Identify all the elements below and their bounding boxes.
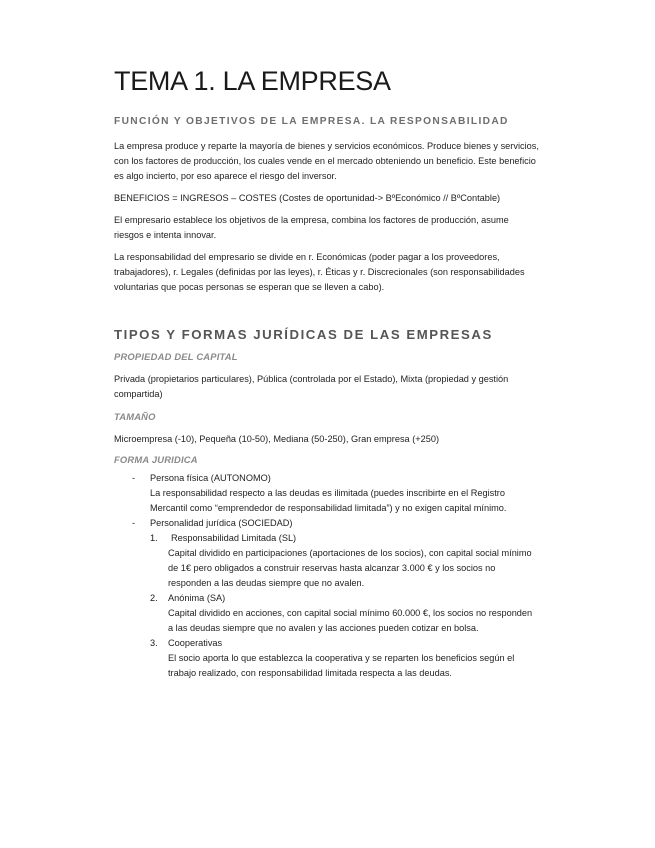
forma-juridica-list <box>114 471 544 681</box>
paragraph-beneficios: BENEFICIOS = INGRESOS – COSTES (Costes de oportunidad-> BºEconómico // BºContable) <box>114 193 501 203</box>
subitem-text-sl: Capital dividido en participaciones (aportaciones de los socios), con capital social mínimo de 1€ pero obligados a construir reservas hasta alcanzar 3.000 € y los socios no responden a las deudas siempre que no avalen. <box>168 548 532 588</box>
list-item-personalidad-juridica <box>114 516 544 681</box>
item-label-personalidad-juridica: Personalidad jurídica (SOCIEDAD) <box>150 518 293 528</box>
item-number: 2. <box>150 593 158 603</box>
paragraph-empresario: El empresario establece los objetivos de la empresa, combina los factores de producción, asume riesgos e intenta innovar. <box>114 215 509 240</box>
list-dash: - <box>132 518 136 528</box>
paragraph-propiedad: Privada (propietarios particulares), Pública (controlada por el Estado), Mixta (propiedad y gestión compartida) <box>114 374 509 399</box>
item-label-persona-fisica: Persona física (AUTONOMO) <box>150 473 271 483</box>
paragraph-empresa: La empresa produce y reparte la mayoría de bienes y servicios económicos. Produce bienes y servicios, con los factores de producción, los cuales vende en el mercado obteniendo un beneficio. Este beneficio es algo incierto, por eso aparece el riesgo del inversor. <box>114 141 539 181</box>
document-content <box>114 64 544 681</box>
list-item-persona-fisica <box>114 471 544 516</box>
paragraph-responsabilidad: La responsabilidad del empresario se divide en r. Económicas (poder pagar a los proveedores, trabajadores), r. Legales (definidas por las leyes), r. Éticas y r. Discrecionales (son responsabilidades voluntarias que pocas personas se esperan que se lleven a cabo). <box>114 252 525 292</box>
subitem-label-cooperativas: Cooperativas <box>168 638 223 648</box>
document-title: TEMA 1. LA EMPRESA <box>114 66 391 96</box>
subheading-propiedad: PROPIEDAD DEL CAPITAL <box>114 351 238 362</box>
list-dash: - <box>132 473 136 483</box>
item-number: 1. <box>150 533 158 543</box>
subitem-text-cooperativas: El socio aporta lo que establezca la cooperativa y se reparten los beneficios según el trabajo realizado, con responsabilidad limitada respecta a las deudas. <box>168 653 515 678</box>
sociedad-types-list <box>150 531 544 681</box>
subitem-label-sl: Responsabilidad Limitada (SL) <box>171 533 297 543</box>
subitem-sa <box>150 591 544 636</box>
subitem-cooperativas <box>150 636 544 681</box>
section-heading-funcion: FUNCIÓN Y OBJETIVOS DE LA EMPRESA. LA RESPONSABILIDAD <box>114 116 509 127</box>
paragraph-tamano: Microempresa (-10), Pequeña (10-50), Mediana (50-250), Gran empresa (+250) <box>114 434 440 444</box>
item-text-persona-fisica: La responsabilidad respecto a las deudas es ilimitada (puedes inscribirte en el Registro Mercantil como “emprendedor de responsabilidad limitada”) y no exigen capital mínimo. <box>150 488 507 513</box>
subitem-label-sa: Anónima (SA) <box>168 593 226 603</box>
subheading-forma-juridica: FORMA JURIDICA <box>114 454 198 465</box>
subitem-text-sa: Capital dividido en acciones, con capital social mínimo 60.000 €, los socios no responden a las deudas siempre que no avalen y las acciones pueden cotizar en bolsa. <box>168 608 533 633</box>
item-number: 3. <box>150 638 158 648</box>
subitem-sl <box>150 531 544 591</box>
section-heading-tipos: TIPOS Y FORMAS JURÍDICAS DE LAS EMPRESAS <box>114 327 493 342</box>
subheading-tamano: TAMAÑO <box>114 411 156 422</box>
